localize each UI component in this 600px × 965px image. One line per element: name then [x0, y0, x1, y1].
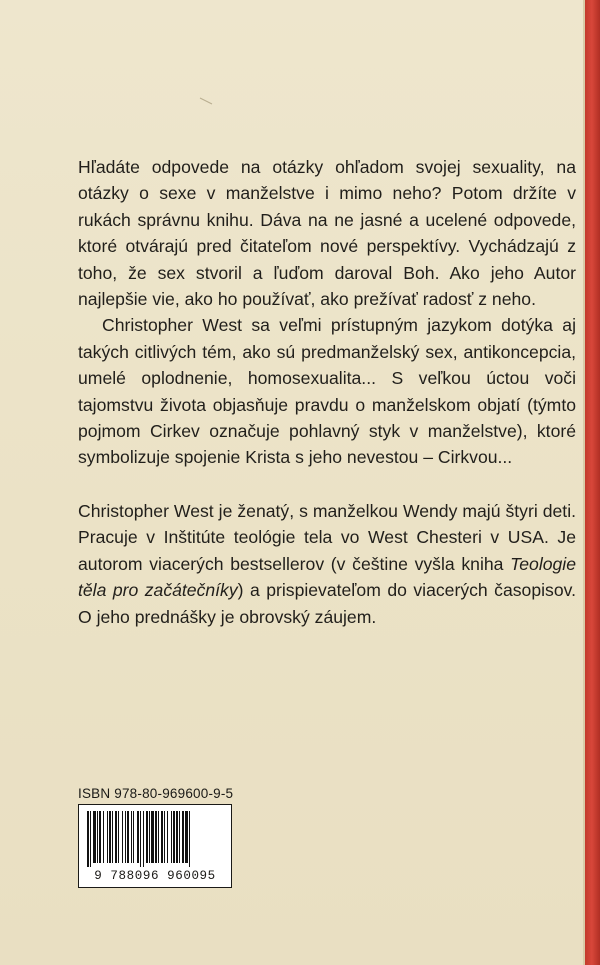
- blurb-paragraph-2: Christopher West sa veľmi prístupným jazykom dotýka aj takých citlivých tém, ako sú predmanželský sex, antikoncepcia, umelé oplodnenie, homosexualita... S veľkou úctou voči tajomstvu života objasňuje pravdu o manželskom objatí (týmto pojmom Cirkev označuje pohlavný styk v manželstve), ktoré symbolizuje spojenie Krista s jeho nevestou – Cirkvou...: [78, 315, 576, 468]
- barcode-bar: [179, 811, 180, 863]
- barcode-bar: [143, 811, 144, 867]
- author-bio-text-start: Christopher West je ženatý, s manželkou Wendy majú štyri deti. Pracuje v Inštitúte teológie tela vo West Chesteri v USA. Je autorom viacerých bestsellerov (v češtine vyšla kniha: [78, 501, 576, 574]
- barcode-bar: [158, 811, 159, 863]
- barcode-bar: [97, 811, 98, 863]
- author-bio-paragraph: [78, 498, 576, 630]
- barcode-bar: [125, 811, 126, 863]
- barcode-bar: [112, 811, 113, 863]
- barcode-bar: [146, 811, 148, 863]
- barcode-bar: [173, 811, 175, 863]
- barcode-bar: [90, 811, 91, 867]
- barcode-bar: [164, 811, 165, 863]
- scratch-mark: [198, 96, 218, 106]
- barcode-bar: [155, 811, 157, 863]
- barcode-bar: [137, 811, 139, 863]
- barcode-bar: [109, 811, 111, 863]
- barcode-bar: [87, 811, 89, 867]
- barcode-bar: [171, 811, 172, 863]
- blurb-paragraph-1: Hľadáte odpovede na otázky ohľadom svojej sexuality, na otázky o sexe v manželstve i mimo neho? Potom držíte v rukách správnu knihu. Dáva na ne jasné a ucelené odpovede, ktoré otvárajú pred čitateľom nové perspektívy. Vychádzajú z toho, že sex stvoril a ľuďom daroval Boh. Ako jeho Autor najlepšie vie, ako ho používať, ako prežívať radosť z neho.: [78, 157, 576, 310]
- barcode: [78, 804, 232, 888]
- barcode-bar: [185, 811, 188, 863]
- barcode-bar: [167, 811, 168, 863]
- barcode-bar: [107, 811, 108, 863]
- barcode-bars: [87, 811, 223, 867]
- red-spine-strip: [585, 0, 600, 965]
- barcode-bar: [99, 811, 101, 863]
- barcode-bar: [151, 811, 154, 863]
- barcode-bar: [149, 811, 150, 863]
- barcode-bar: [93, 811, 96, 863]
- barcode-bar: [131, 811, 132, 863]
- isbn-label: ISBN 978-80-969600-9-5: [78, 786, 234, 801]
- author-bio: [78, 498, 576, 630]
- barcode-bar: [118, 811, 119, 863]
- barcode-bar: [122, 811, 123, 863]
- author-bio-text-end: ) a prispievateľom do viacerých časopisov. O jeho prednášky je obrovský záujem.: [78, 580, 576, 627]
- barcode-bar: [127, 811, 129, 863]
- barcode-bar: [103, 811, 104, 863]
- barcode-bar: [182, 811, 184, 863]
- book-title-reference: Teologie těla pro začátečníky: [78, 553, 576, 601]
- barcode-bar: [133, 811, 134, 863]
- barcode-digits: 9 788096 960095: [94, 869, 216, 883]
- barcode-bar: [189, 811, 190, 867]
- barcode-bar: [161, 811, 163, 863]
- barcode-bar: [115, 811, 117, 863]
- barcode-bar: [176, 811, 178, 863]
- blurb-text: [78, 154, 576, 471]
- barcode-bar: [140, 811, 141, 867]
